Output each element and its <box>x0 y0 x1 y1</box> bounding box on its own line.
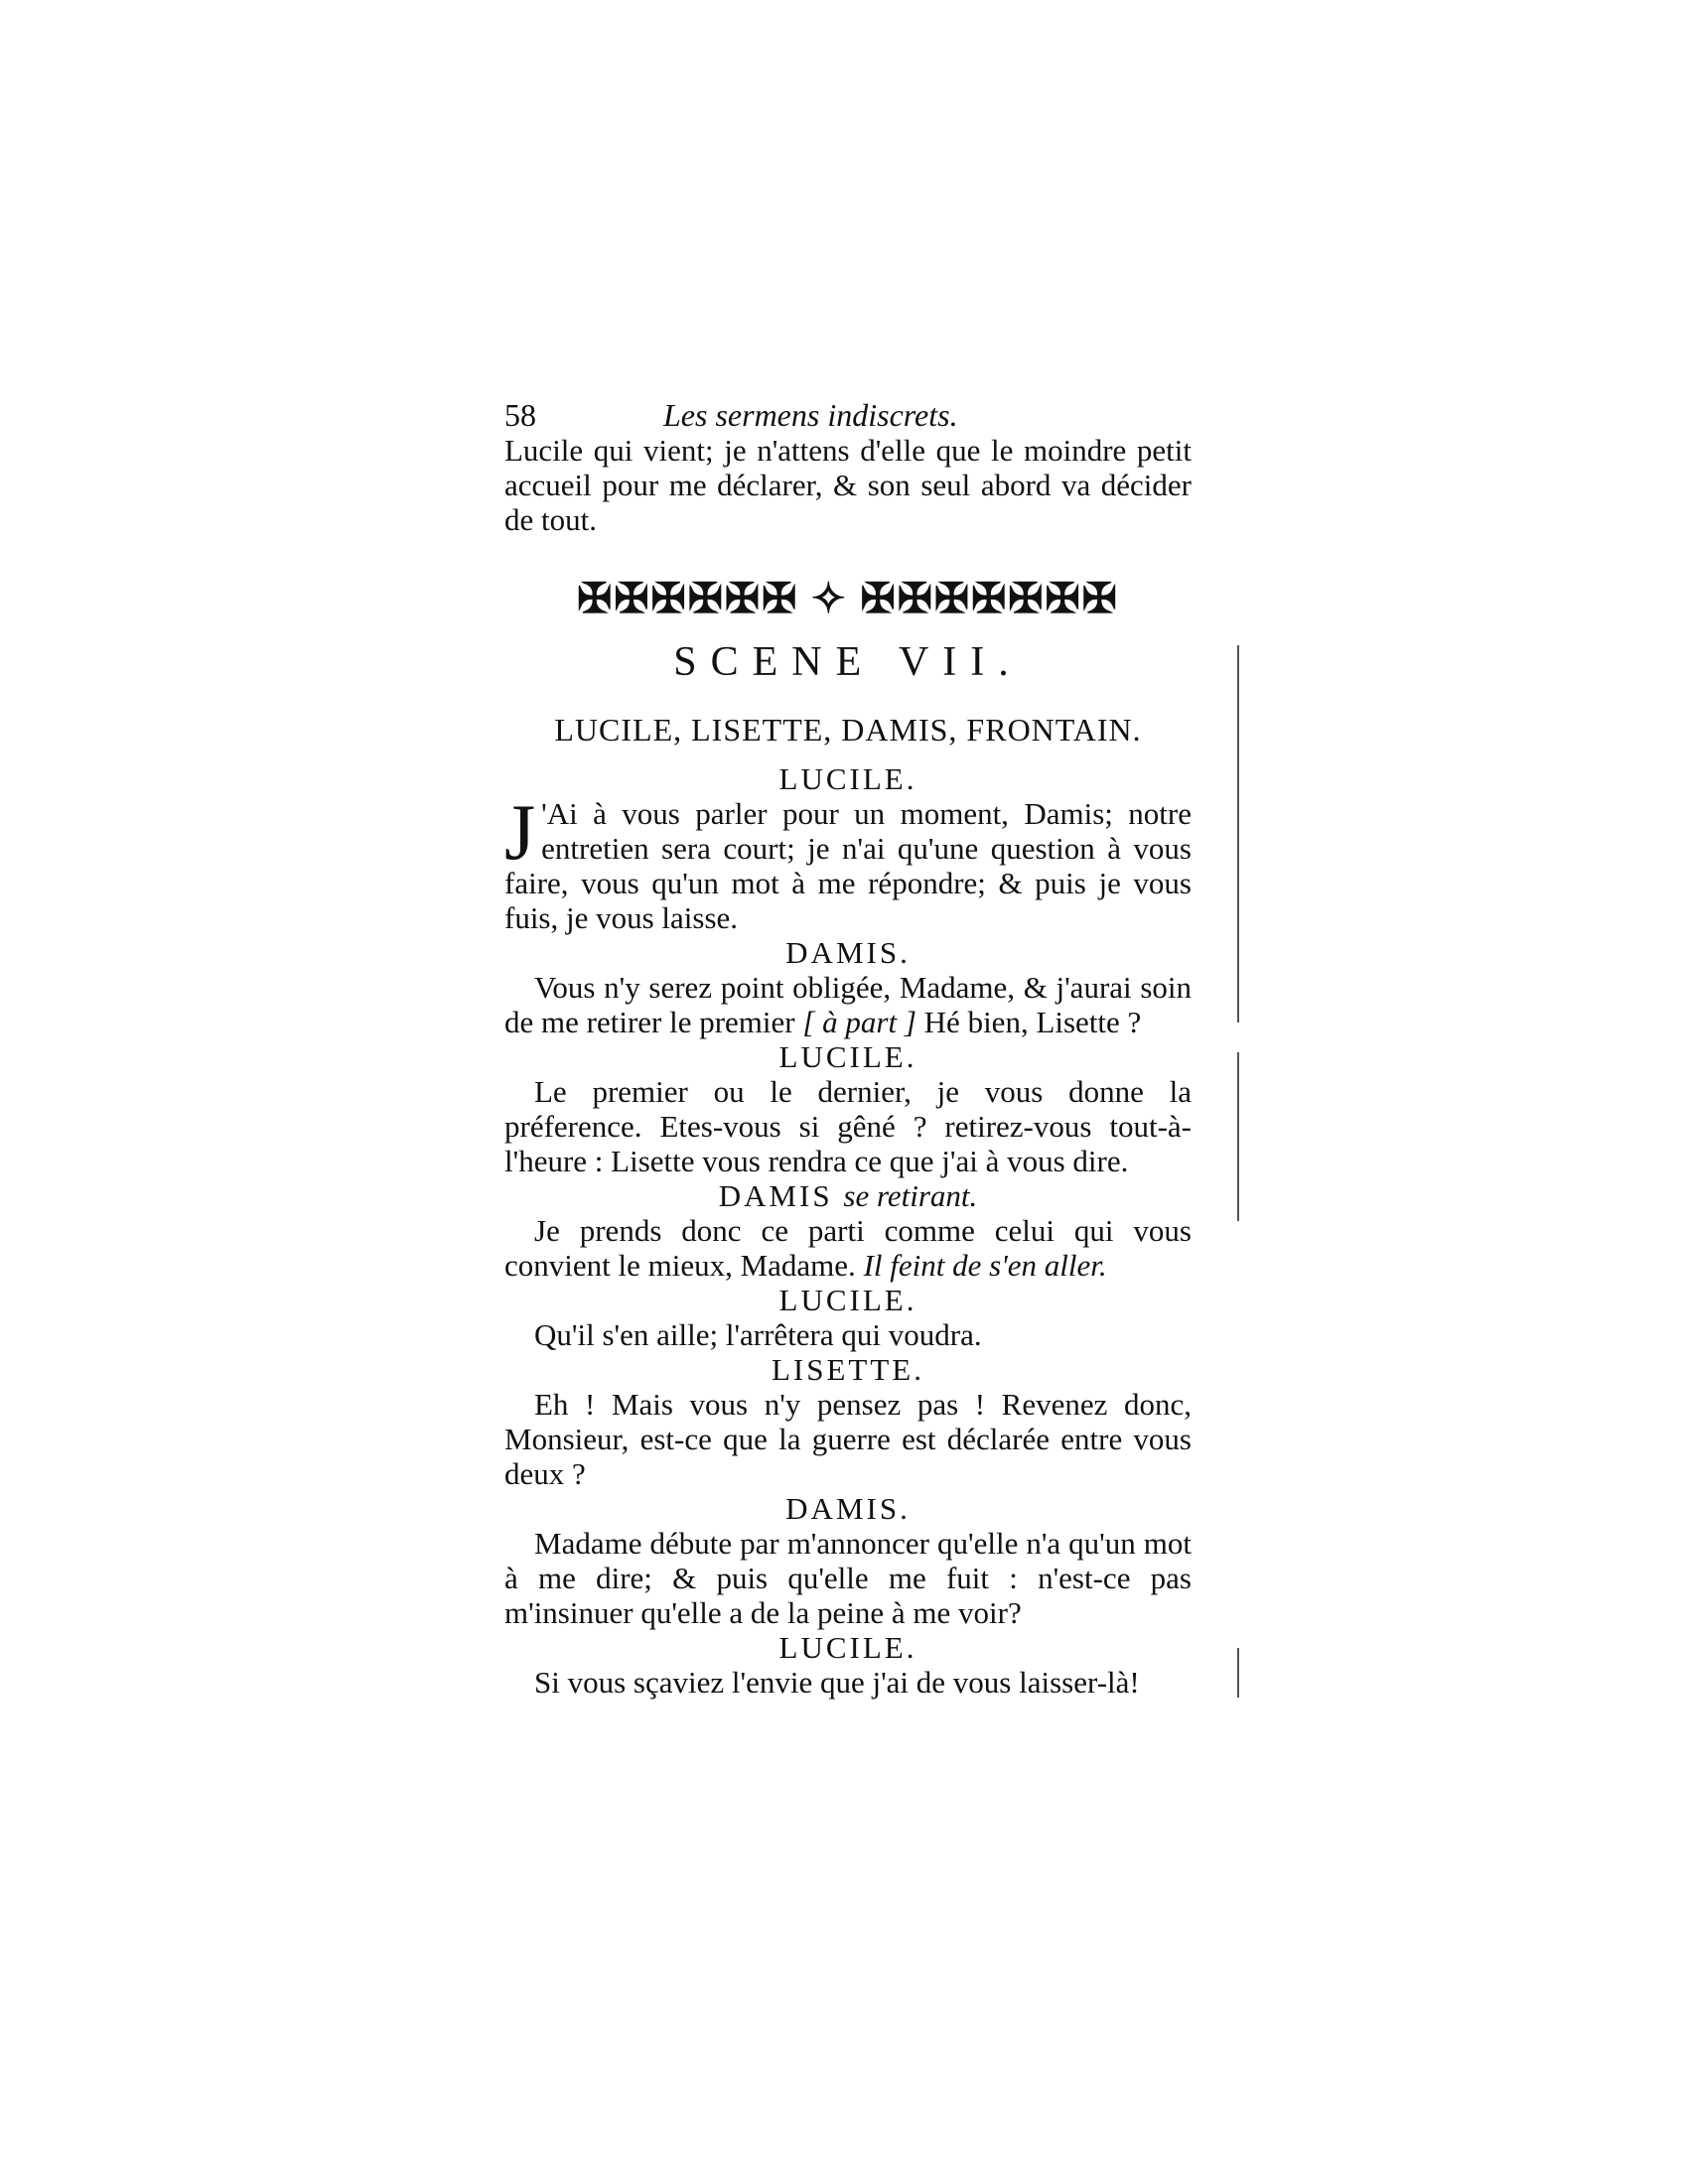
speech-paragraph: Qu'il s'en aille; l'arrêtera qui voudra. <box>534 1317 982 1352</box>
speaker-name: LUCILE. <box>778 1283 917 1317</box>
speech-text: 'Ai à vous parler pour un moment, Damis; notre entretien sera court; je n'ai qu'une question à vous faire, vous qu'un mot à me répondre; & puis je vous fuis, je vous laisse. <box>504 796 1192 935</box>
running-title: Les sermens indiscrets. <box>663 397 958 433</box>
speech-paragraph: Si vous sçaviez l'envie que j'ai de vous laisser-là! <box>534 1665 1140 1700</box>
stage-direction: se retirant. <box>843 1178 978 1213</box>
stage-direction: Il feint de s'en aller. <box>863 1248 1107 1283</box>
speaker-name: DAMIS <box>718 1178 833 1213</box>
speech-paragraph <box>504 789 1192 935</box>
speech-paragraph: Madame débute par m'annoncer qu'elle n'a qu'un mot à me dire; & puis qu'elle me fuit : n'est-ce pas m'insinuer qu'elle a de la peine à me voir? <box>504 1526 1192 1630</box>
intro-paragraph: Lucile qui vient; je n'attens d'elle que le moindre petit accueil pour me déclarer, & son seul abord va décider de tout. <box>504 433 1192 537</box>
drop-cap: J <box>504 789 536 877</box>
speech-paragraph: Le premier ou le dernier, je vous donne la préference. Etes-vous si gêné ? retirez-vous tout-à-l'heure : Lisette vous rendra ce que j'ai à vous dire. <box>504 1074 1192 1178</box>
speaker-name: LUCILE. <box>778 1630 917 1665</box>
book-page <box>504 397 1192 1700</box>
speaker-name: LUCILE. <box>778 761 917 796</box>
margin-rule <box>1237 1648 1239 1698</box>
ornament-band: ✠✠✠✠✠✠ ✧ ✠✠✠✠✠✠✠ <box>577 577 1119 622</box>
speaker-name: LUCILE. <box>778 1039 917 1074</box>
margin-rule <box>1237 645 1239 1023</box>
scene-title: SCENE VII. <box>673 639 1023 685</box>
running-head <box>504 397 1192 433</box>
speech-text: Hé bien, Lisette ? <box>923 1005 1142 1039</box>
speech-paragraph <box>504 1213 1192 1283</box>
speaker-name: LISETTE. <box>772 1352 924 1387</box>
margin-rule <box>1237 1161 1239 1221</box>
speech-paragraph <box>504 970 1192 1039</box>
speech-text: Vous n'y serez point obligée, Madame, & j'aurai soin de me retirer le premier <box>504 970 1192 1039</box>
speech-text: Je prends donc ce parti comme celui qui vous convient le mieux, Madame. <box>504 1213 1192 1283</box>
page-number: 58 <box>504 397 536 433</box>
stage-direction: [ à part ] <box>802 1005 916 1039</box>
speaker-name: DAMIS. <box>785 935 911 970</box>
character-list: LUCILE, LISETTE, DAMIS, FRONTAIN. <box>554 712 1142 748</box>
speech-paragraph: Eh ! Mais vous n'y pensez pas ! Revenez donc, Monsieur, est-ce que la guerre est déclarée entre vous deux ? <box>504 1387 1192 1491</box>
speaker-line <box>504 1178 1192 1213</box>
speaker-name: DAMIS. <box>785 1491 911 1526</box>
